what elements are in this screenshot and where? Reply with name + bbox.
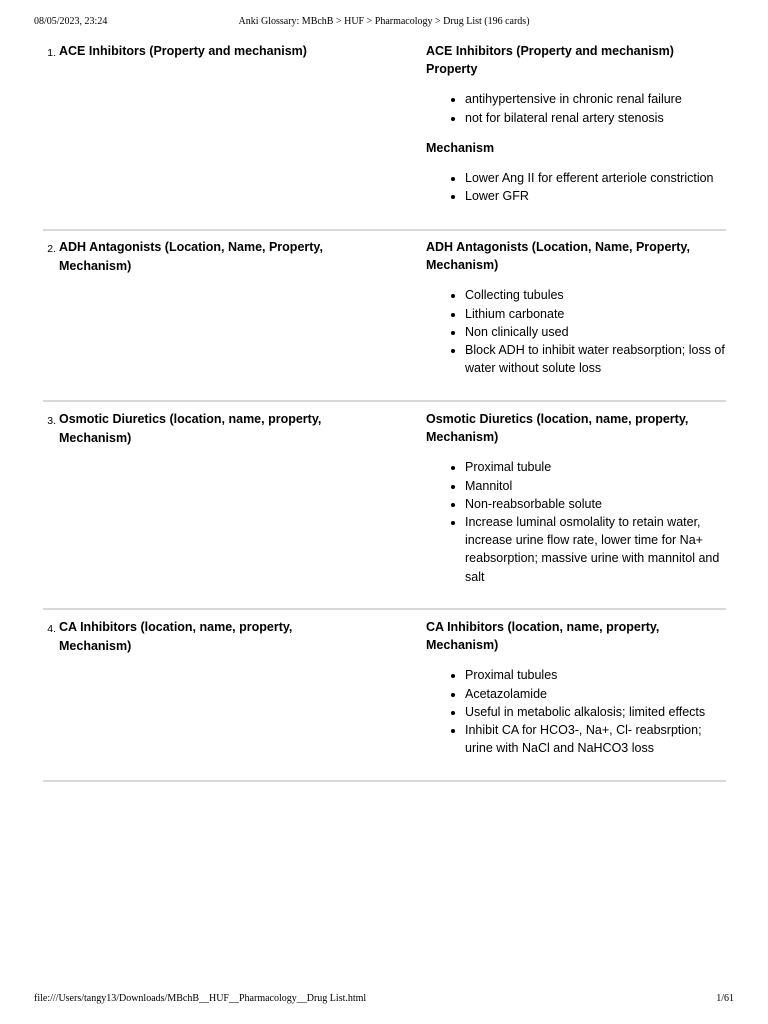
card-back — [426, 410, 731, 586]
list-item: • Increase luminal osmolality to retain water, increase urine flow rate, lower time for Na+ reabsorption; massive urine with mannitol and salt — [465, 513, 731, 586]
page-header — [34, 16, 734, 32]
card — [43, 410, 726, 610]
bullet-list — [426, 90, 731, 126]
card-back — [426, 238, 731, 377]
card-number: 1. — [47, 47, 56, 59]
list-item: • Lithium carbonate — [465, 305, 731, 323]
card — [43, 618, 726, 782]
card-back — [426, 42, 731, 205]
section-heading: Mechanism — [426, 140, 495, 155]
print-date: 08/05/2023, 23:24 — [34, 16, 108, 27]
card-front: ADH Antagonists (Location, Name, Property, Mechanism) — [59, 240, 323, 273]
card-back-title: Osmotic Diuretics (location, name, property, Mechanism) — [426, 412, 689, 445]
card-back-title: CA Inhibitors (location, name, property, Mechanism) — [426, 620, 660, 653]
section-heading: Property — [426, 62, 478, 77]
card-front: ACE Inhibitors (Property and mechanism) — [59, 44, 307, 58]
list-item: • antihypertensive in chronic renal failure — [465, 90, 731, 108]
page-footer — [34, 993, 734, 1009]
card-number: 3. — [47, 415, 56, 427]
page-number: 1/61 — [716, 993, 734, 1004]
list-item: • Proximal tubule — [465, 458, 731, 476]
bullet-list — [426, 286, 731, 377]
card-front: Osmotic Diuretics (location, name, property, Mechanism) — [59, 412, 322, 445]
bullet-list — [426, 169, 731, 205]
list-item: • Non clinically used — [465, 323, 731, 341]
card-back-title: ADH Antagonists (Location, Name, Property, Mechanism) — [426, 240, 690, 273]
list-item: • Proximal tubules — [465, 666, 731, 684]
list-item: • Lower GFR — [465, 187, 731, 205]
list-item: • Collecting tubules — [465, 286, 731, 304]
card-back — [426, 618, 731, 757]
list-item: • Lower Ang II for efferent arteriole constriction — [465, 169, 731, 187]
card — [43, 42, 726, 231]
list-item: • Mannitol — [465, 477, 731, 495]
list-item: • Acetazolamide — [465, 685, 731, 703]
card-back-title: ACE Inhibitors (Property and mechanism) — [426, 44, 674, 58]
list-item: • Block ADH to inhibit water reabsorption; loss of water without solute loss — [465, 341, 731, 377]
card-number: 4. — [47, 623, 56, 635]
list-item: • Inhibit CA for HCO3-, Na+, Cl- reabsrption; urine with NaCl and NaHCO3 loss — [465, 721, 731, 757]
card — [43, 238, 726, 402]
card-front: CA Inhibitors (location, name, property, Mechanism) — [59, 620, 293, 653]
list-item: • Non-reabsorbable solute — [465, 495, 731, 513]
document-title: Anki Glossary: MBchB > HUF > Pharmacology > Drug List (196 cards) — [238, 16, 530, 27]
bullet-list — [426, 458, 731, 585]
list-item: • Useful in metabolic alkalosis; limited effects — [465, 703, 731, 721]
list-item: • not for bilateral renal artery stenosis — [465, 109, 731, 127]
bullet-list — [426, 666, 731, 757]
file-path: file:///Users/tangy13/Downloads/MBchB__HUF__Pharmacology__Drug List.html — [34, 993, 367, 1004]
card-number: 2. — [47, 243, 56, 255]
